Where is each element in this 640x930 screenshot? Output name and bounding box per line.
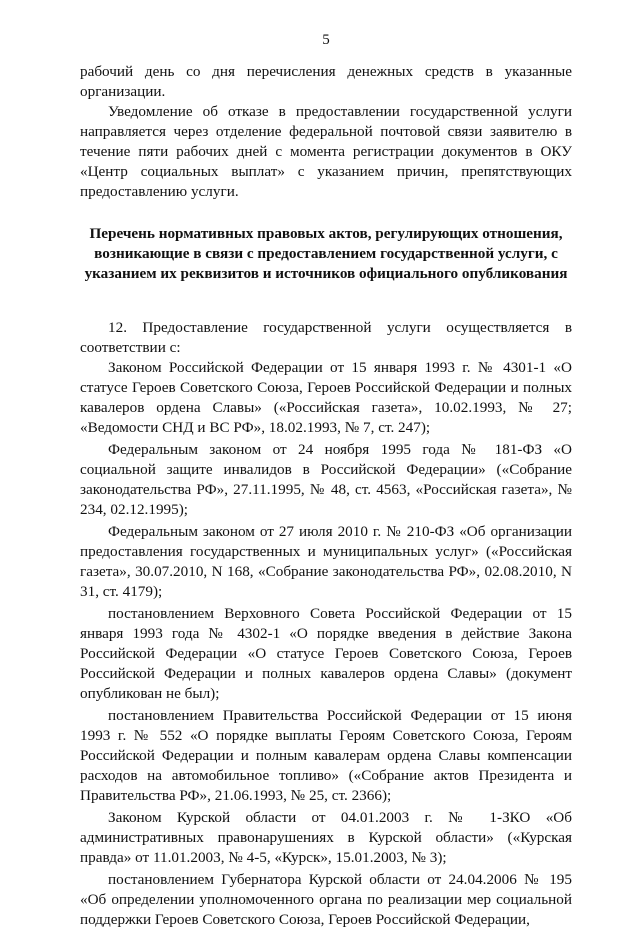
- document-page: [80, 30, 572, 930]
- intro-paragraph: 12. Предоставление государственной услуги осуществляется в соответствии с:: [80, 319, 572, 356]
- section-heading: Перечень нормативных правовых актов, регулирующих отношения, возникающие в связи с предоставлением государственной услуги, с указанием их реквизитов и источников официального опубликования: [84, 225, 568, 282]
- legal-act-item: Законом Курской области от 04.01.2003 г. № 1-ЗКО «Об административных правонарушениях в Курской области» («Курская правда» от 11.01.2003, № 4-5, «Курск», 15.01.2003, № 3);: [80, 809, 572, 866]
- paragraph-continuation: рабочий день со дня перечисления денежных средств в указанные организации.: [80, 63, 572, 100]
- legal-act-item: Законом Российской Федерации от 15 января 1993 г. № 4301-1 «О статусе Героев Советского Союза, Героев Российской Федерации и полных кавалеров ордена Славы» («Российская газета», 10.02.1993, № 27; «Ведомости СНД и ВС РФ», 18.02.1993, № 7, ст. 247);: [80, 359, 572, 436]
- paragraph-refusal-notice: Уведомление об отказе в предоставлении государственной услуги направляется через отделение федеральной почтовой связи заявителю в течение пяти рабочих дней с момента регистрации документов в ОКУ «Центр социальных выплат» с указанием причин, препятствующих предоставлению услуги.: [80, 103, 572, 200]
- legal-act-item: постановлением Правительства Российской Федерации от 15 июня 1993 г. № 552 «О порядке выплаты Героям Советского Союза, Героям Российской Федерации и полным кавалерам ордена Славы компенсации расходов на автомобильное топливо» («Собрание актов Президента и Правительства РФ», 21.06.1993, № 25, ст. 2366);: [80, 707, 572, 804]
- page-number: 5: [322, 32, 330, 48]
- legal-act-item: постановлением Губернатора Курской области от 24.04.2006 № 195 «Об определении уполномоченного органа по реализации мер социальной поддержки Героев Советского Союза, Героев Российской Федерации,: [80, 871, 572, 928]
- legal-act-item: постановлением Верховного Совета Российской Федерации от 15 января 1993 года № 4302-1 «О порядке введения в действие Закона Российской Федерации «О статусе Героев Советского Союза, Героев Российской Федерации и полных кавалеров ордена Славы» (документ опубликован не был);: [80, 605, 572, 702]
- legal-act-item: Федеральным законом от 24 ноября 1995 года № 181-ФЗ «О социальной защите инвалидов в Российской Федерации» («Собрание законодательства РФ», 27.11.1995, № 48, ст. 4563, «Российская газета», № 234, 02.12.1995);: [80, 441, 572, 518]
- legal-act-item: Федеральным законом от 27 июля 2010 г. № 210-ФЗ «Об организации предоставления государственных и муниципальных услуг» («Российская газета», 30.07.2010, N 168, «Собрание законодательства РФ», 02.08.2010, N 31, ст. 4179);: [80, 523, 572, 600]
